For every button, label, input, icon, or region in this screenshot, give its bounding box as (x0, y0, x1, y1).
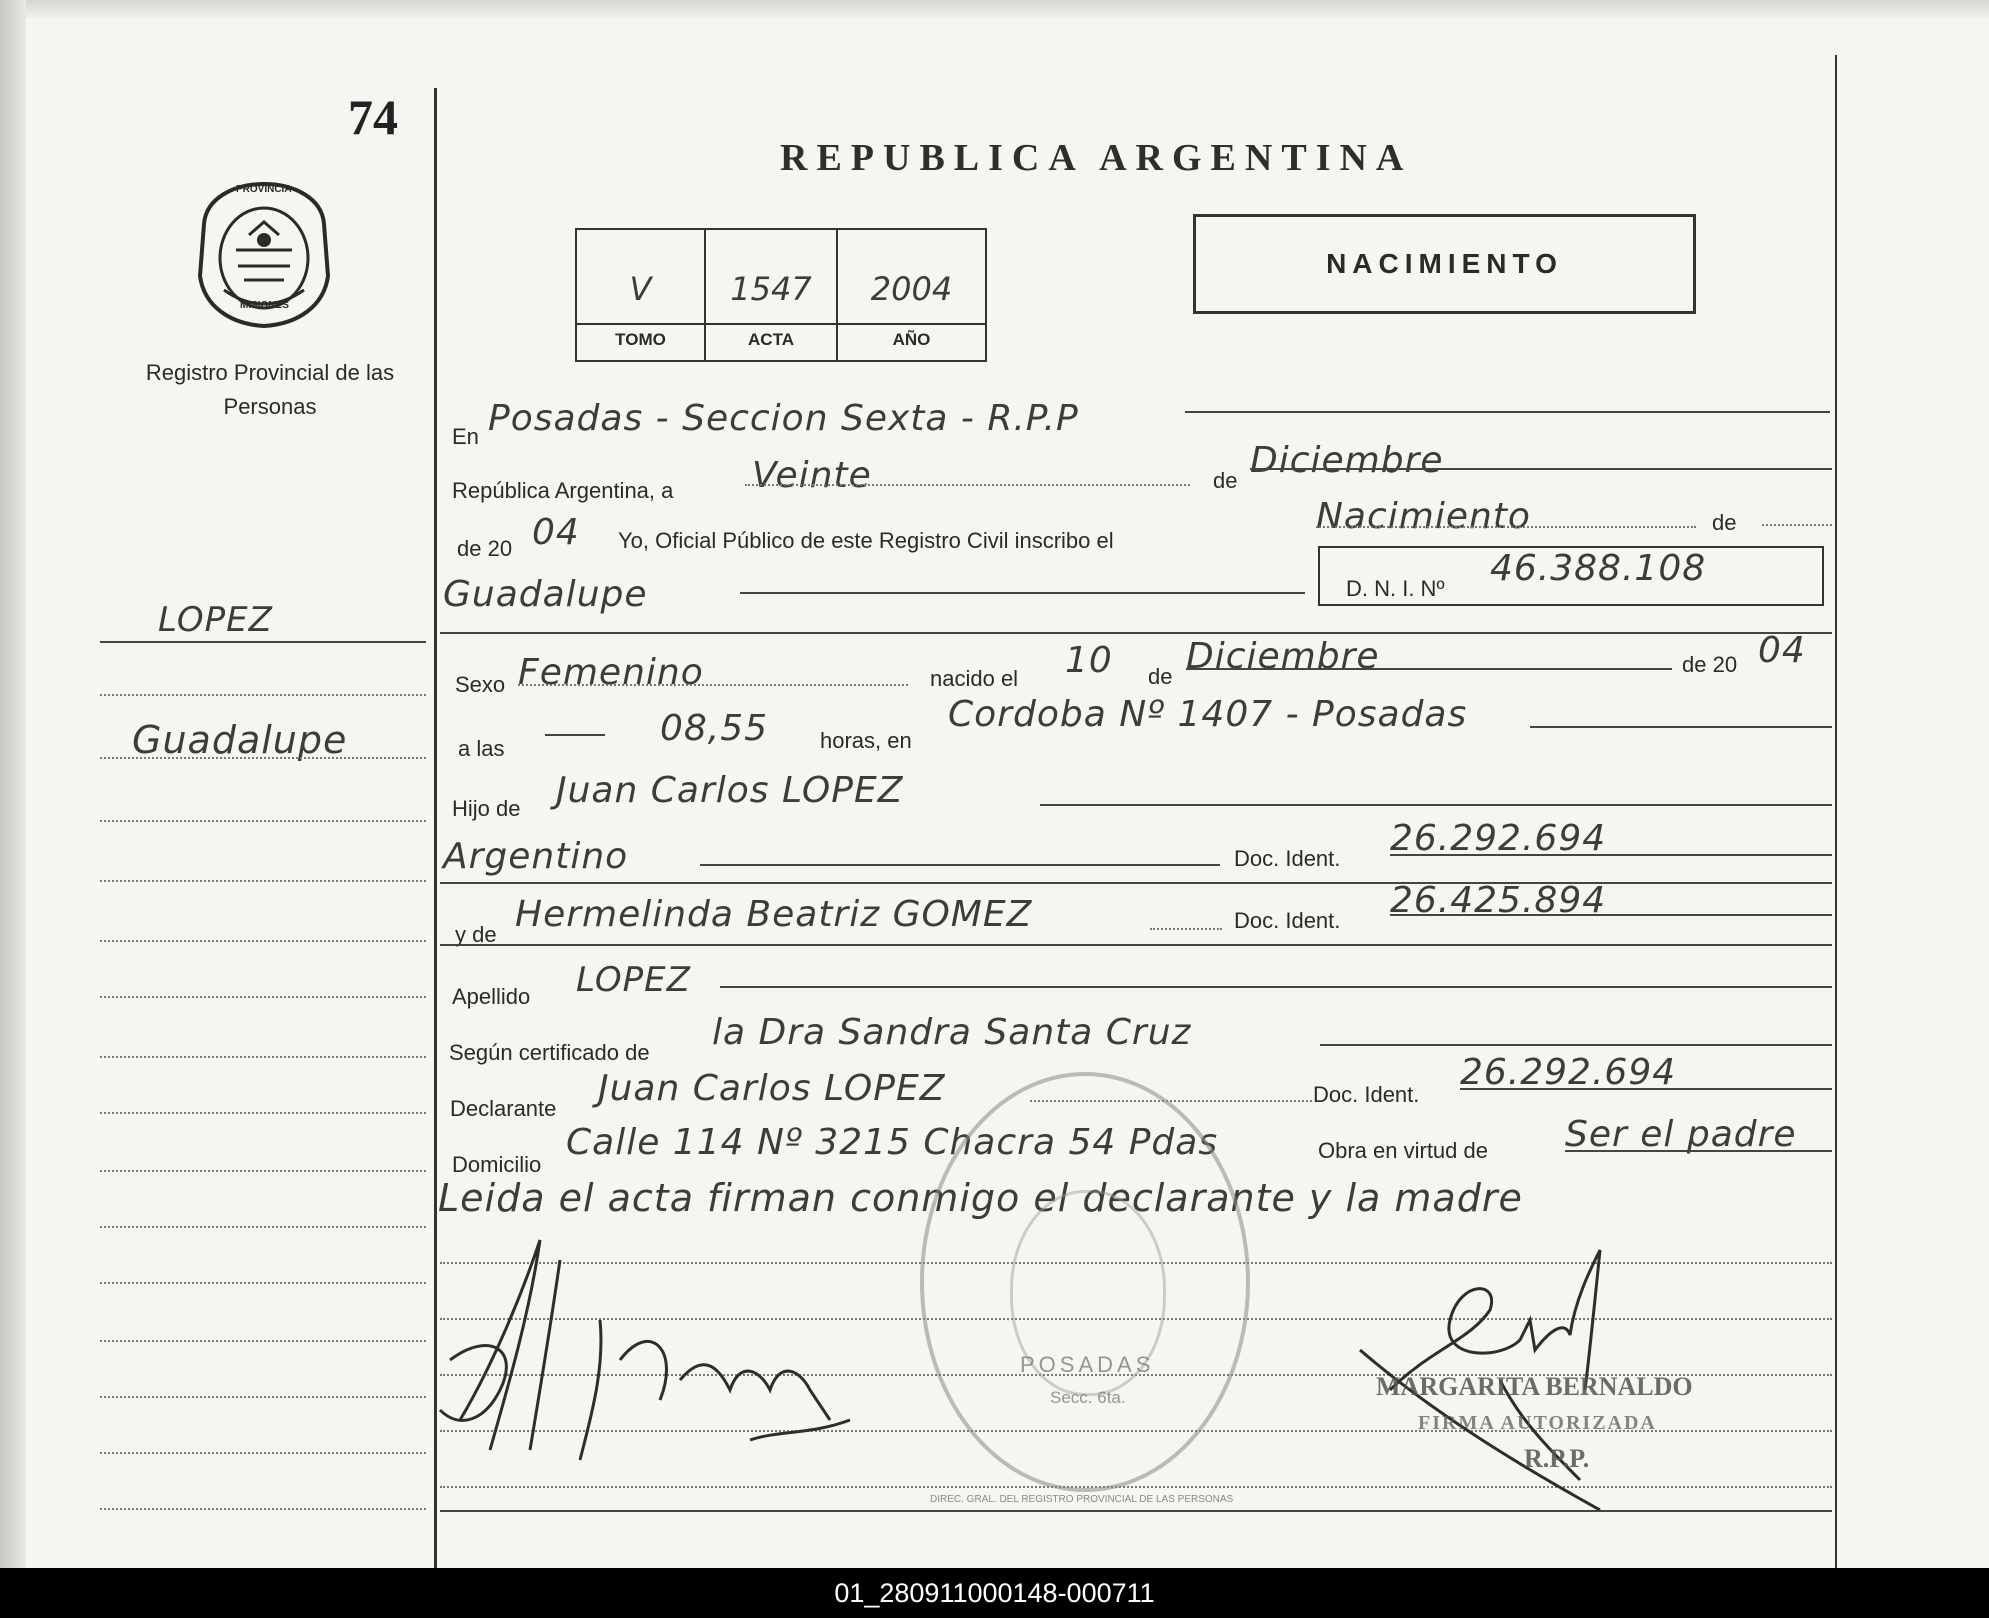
de20b-label: de 20 (1682, 652, 1738, 677)
image-id-footer: 01_280911000148-000711 (0, 1568, 1989, 1618)
form-line (720, 986, 1832, 988)
tomo-acta-ano-box (575, 228, 987, 362)
form-dotted-line (1150, 928, 1222, 930)
form-line (440, 882, 1832, 884)
seal-city: POSADAS (1020, 1352, 1155, 1377)
authority-role: FIRMA AUTORIZADA (1418, 1412, 1657, 1434)
month: Diciembre (1250, 440, 1444, 481)
nacido-label: nacido el (930, 666, 1019, 691)
seal-ring-text: DIREC. GRAL. DEL REGISTRO PROVINCIAL DE LAS PERSONAS (930, 1494, 1234, 1505)
form-line (1390, 914, 1832, 916)
margin-dotted-line (100, 1508, 426, 1510)
segun-label: Según certificado de (449, 1040, 650, 1065)
form-line (1390, 854, 1832, 856)
tomo-cell (577, 230, 706, 360)
margin-dotted-line (100, 1170, 426, 1172)
birth-time: 08,55 (660, 708, 769, 749)
docident-label-1: Doc. Ident. (1234, 846, 1341, 871)
acta-value: 1547 (730, 270, 812, 308)
ano-label: AÑO (892, 330, 931, 349)
margin-surname: LOPEZ (158, 600, 273, 640)
margin-line (100, 641, 426, 643)
republica-label: República Argentina, a (452, 478, 674, 503)
form-line (440, 632, 1832, 634)
en-value: Posadas - Seccion Sexta - R.P.P (488, 398, 1079, 439)
registry-name: Registro Provincial de las Personas (145, 360, 395, 419)
docident-label-3: Doc. Ident. (1313, 1082, 1420, 1107)
authority-name: MARGARITA BERNALDO (1376, 1372, 1693, 1401)
de20-label: de 20 (457, 536, 513, 561)
domicilio-label: Domicilio (452, 1152, 542, 1177)
father-nationality: Argentino (443, 836, 629, 877)
dni-value: 46.388.108 (1490, 548, 1707, 589)
birth-month: Diciembre (1186, 636, 1380, 677)
horas-label: horas, en (820, 728, 912, 753)
margin-dotted-line (100, 996, 426, 998)
form-line (700, 864, 1220, 866)
margin-dotted-line (100, 1282, 426, 1284)
form-line (1185, 411, 1830, 413)
form-line (1460, 1088, 1832, 1090)
hijo-label: Hijo de (452, 796, 521, 821)
form-line (1530, 726, 1832, 728)
declarante-doc: 26.292.694 (1460, 1052, 1677, 1093)
form-line (1250, 468, 1832, 470)
emblem-bottom-text: MISIONES (240, 300, 289, 311)
en-label: En (452, 424, 479, 449)
form-line (1320, 1044, 1832, 1046)
yo-text: Yo, Oficial Público de este Registro Civil inscribo el (618, 528, 1114, 553)
apellido-label: Apellido (452, 984, 531, 1009)
mother-name: Hermelinda Beatriz GOMEZ (515, 894, 1033, 935)
father-name: Juan Carlos LOPEZ (556, 770, 904, 811)
day-words: Veinte (752, 455, 872, 496)
form-line (1040, 804, 1832, 806)
mother-doc: 26.425.894 (1390, 880, 1607, 921)
year-suffix: 04 (532, 512, 580, 553)
folio-number: 74 (348, 89, 398, 145)
form-dotted-line (745, 484, 1190, 486)
right-border (1835, 55, 1837, 1568)
father-doc: 26.292.694 (1390, 818, 1607, 859)
margin-dotted-line (100, 1112, 426, 1114)
de3-label: de (1148, 664, 1173, 689)
declarant-signature (430, 1220, 890, 1470)
domicilio-value: Calle 114 Nº 3215 Chacra 54 Pdas (566, 1122, 1219, 1163)
sexo-label: Sexo (455, 672, 506, 697)
form-dotted-line (518, 684, 908, 686)
apellido-value: LOPEZ (576, 960, 691, 1000)
de-label: de (1213, 468, 1238, 493)
margin-dotted-line (100, 940, 426, 942)
form-line (1186, 668, 1672, 670)
acta-label: ACTA (748, 330, 794, 349)
form-dotted-line (1762, 524, 1832, 526)
margin-dotted-line (100, 1056, 426, 1058)
form-line (1565, 1150, 1832, 1152)
sexo-value: Femenino (518, 652, 704, 693)
yde-label: y de (455, 922, 497, 947)
margin-dotted-line (100, 757, 426, 759)
tomo-label: TOMO (615, 330, 666, 349)
docident-label-2: Doc. Ident. (1234, 908, 1341, 933)
margin-dotted-line (100, 1226, 426, 1228)
tomo-value: V (629, 270, 652, 308)
margin-dotted-line (100, 1340, 426, 1342)
margin-given-name: Guadalupe (132, 718, 348, 762)
birth-year-suffix: 04 (1758, 630, 1806, 671)
form-line (440, 1510, 1832, 1512)
de2-label: de (1712, 510, 1737, 535)
form-line (545, 734, 605, 736)
authority-office: R.P.P. (1524, 1444, 1590, 1473)
registered-name: Guadalupe (443, 574, 648, 615)
inscription-type: Nacimiento (1316, 496, 1531, 537)
declarante-label: Declarante (450, 1096, 557, 1121)
alas-label: a las (458, 736, 505, 761)
margin-dotted-line (100, 820, 426, 822)
birth-day: 10 (1065, 640, 1113, 681)
ano-value: 2004 (870, 270, 953, 308)
ano-cell (838, 230, 985, 360)
form-dotted-line (1316, 526, 1696, 528)
acta-cell (706, 230, 838, 360)
country-title: REPUBLICA ARGENTINA (780, 137, 1413, 179)
seal-section: Secc. 6ta. (1050, 1388, 1126, 1407)
book-binding (0, 0, 26, 1568)
obra-label: Obra en virtud de (1318, 1138, 1488, 1163)
obra-value: Ser el padre (1565, 1114, 1797, 1155)
emblem-top-text: PROVINCIA (236, 184, 292, 195)
form-line (440, 944, 1832, 946)
dni-label: D. N. I. Nº (1346, 576, 1445, 601)
segun-value: la Dra Sandra Santa Cruz (712, 1012, 1192, 1053)
form-line (740, 592, 1305, 594)
declarante-value: Juan Carlos LOPEZ (598, 1068, 946, 1109)
closing-text: Leida el acta firman conmigo el declarante y la madre (438, 1176, 1523, 1220)
margin-dotted-line (100, 694, 426, 696)
margin-dotted-line (100, 1452, 426, 1454)
record-type-box: NACIMIENTO (1193, 214, 1696, 314)
birth-place: Cordoba Nº 1407 - Posadas (948, 694, 1468, 735)
margin-dotted-line (100, 880, 426, 882)
page-top-edge (26, 0, 1989, 18)
margin-dotted-line (100, 1396, 426, 1398)
